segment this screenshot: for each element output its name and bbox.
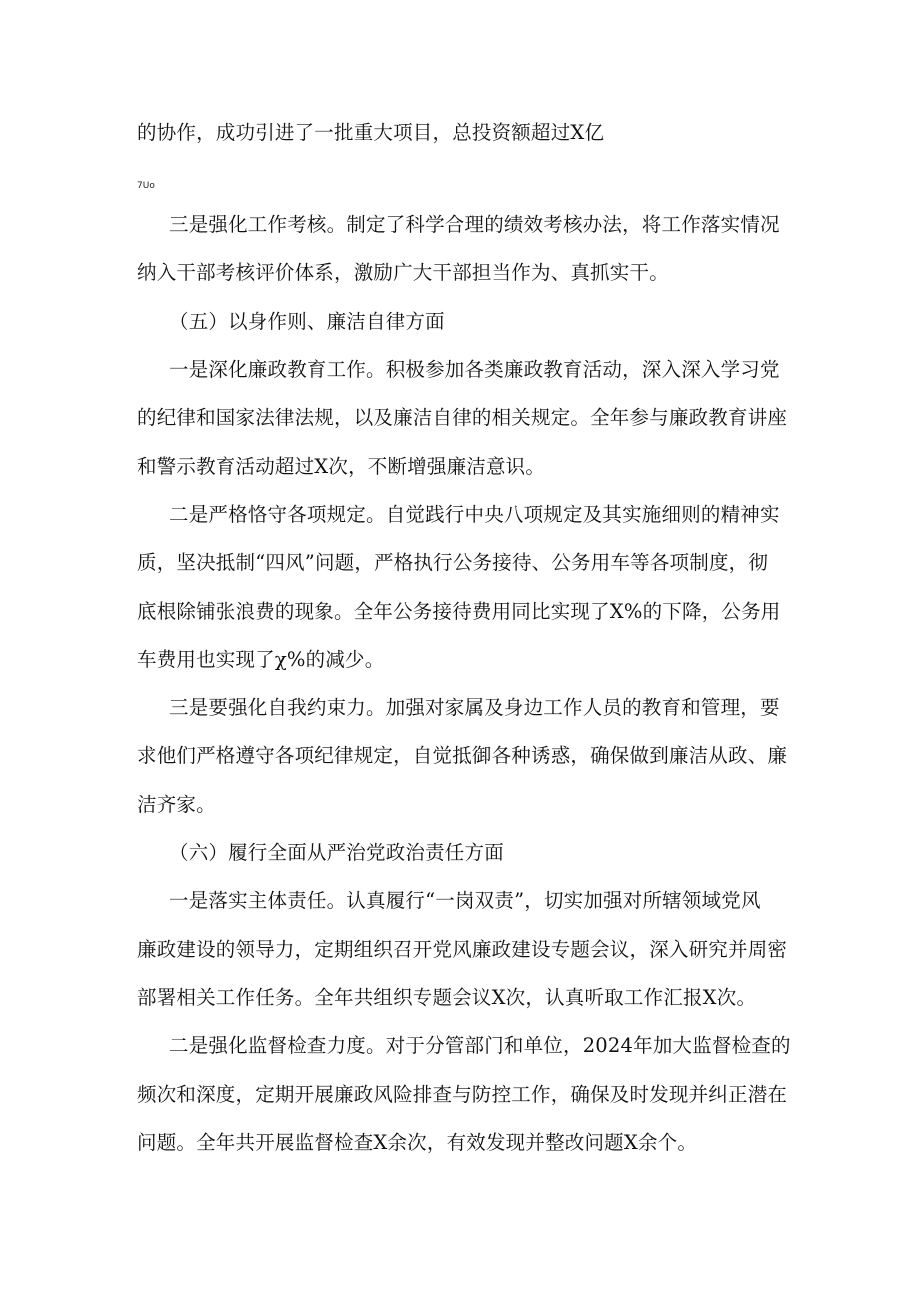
text-line-3: 纳入干部考核评价体系，激励广大干部担当作为、真抓实干。: [137, 261, 669, 284]
text-line-5: 一是深化廉政教育工作。积极参加各类廉政教育活动，深入深入学习党: [169, 358, 780, 381]
text-line-10: 底根除铺张浪费的现象。全年公务接待费用同比实现了X%的下降，公务用: [137, 600, 781, 623]
section-heading-5: （五）以身作则、廉洁自律方面: [169, 310, 445, 333]
text-line-18: 部署相关工作任务。全年共组织专题会议X次，认真听取工作汇报X次。: [137, 986, 757, 1009]
page-note: 7Uo: [137, 181, 155, 191]
text-line-14: 洁齐家。: [137, 793, 216, 816]
text-line-19: 二是强化监督检查力度。对于分管部门和单位，2024年加大监督检查的: [169, 1034, 791, 1057]
text-line-1: 的协作，成功引进了一批重大项目，总投资额超过X亿: [137, 121, 605, 144]
text-line-6: 的纪律和国家法律法规，以及廉洁自律的相关规定。全年参与廉政教育讲座: [137, 406, 788, 429]
section-heading-6: （六）履行全面从严治党政治责任方面: [169, 841, 504, 864]
text-line-11: 车费用也实现了χ%的减少。: [137, 648, 385, 671]
text-line-8: 二是严格恪守各项规定。自觉践行中央八项规定及其实施细则的精神实: [169, 503, 780, 526]
text-line-7: 和警示教育活动超过X次，不断增强廉洁意识。: [137, 455, 546, 478]
text-line-20: 频次和深度，定期开展廉政风险排查与防控工作，确保及时发现并纠正潜在: [137, 1083, 788, 1106]
text-line-13: 求他们严格遵守各项纪律规定，自觉抵御各种诱惑，确保做到廉洁从政、廉: [137, 744, 788, 767]
text-line-21: 问题。全年共开展监督检查X余次，有效发现并整改问题X余个。: [137, 1131, 698, 1154]
text-line-9: 质，坚决抵制“四风”问题，严格执行公务接待、公务用车等各项制度，彻: [137, 551, 769, 574]
text-line-2: 三是强化工作考核。制定了科学合理的绩效考核办法，将工作落实情况: [169, 213, 780, 236]
text-line-16: 一是落实主体责任。认真履行“一岗双责”，切实加强对所辖领域党风: [169, 889, 761, 912]
text-line-12: 三是要强化自我约束力。加强对家属及身边工作人员的教育和管理，要: [169, 696, 780, 719]
text-line-17: 廉政建设的领导力，定期组织召开党风廉政建设专题会议，深入研究并周密: [137, 938, 788, 961]
